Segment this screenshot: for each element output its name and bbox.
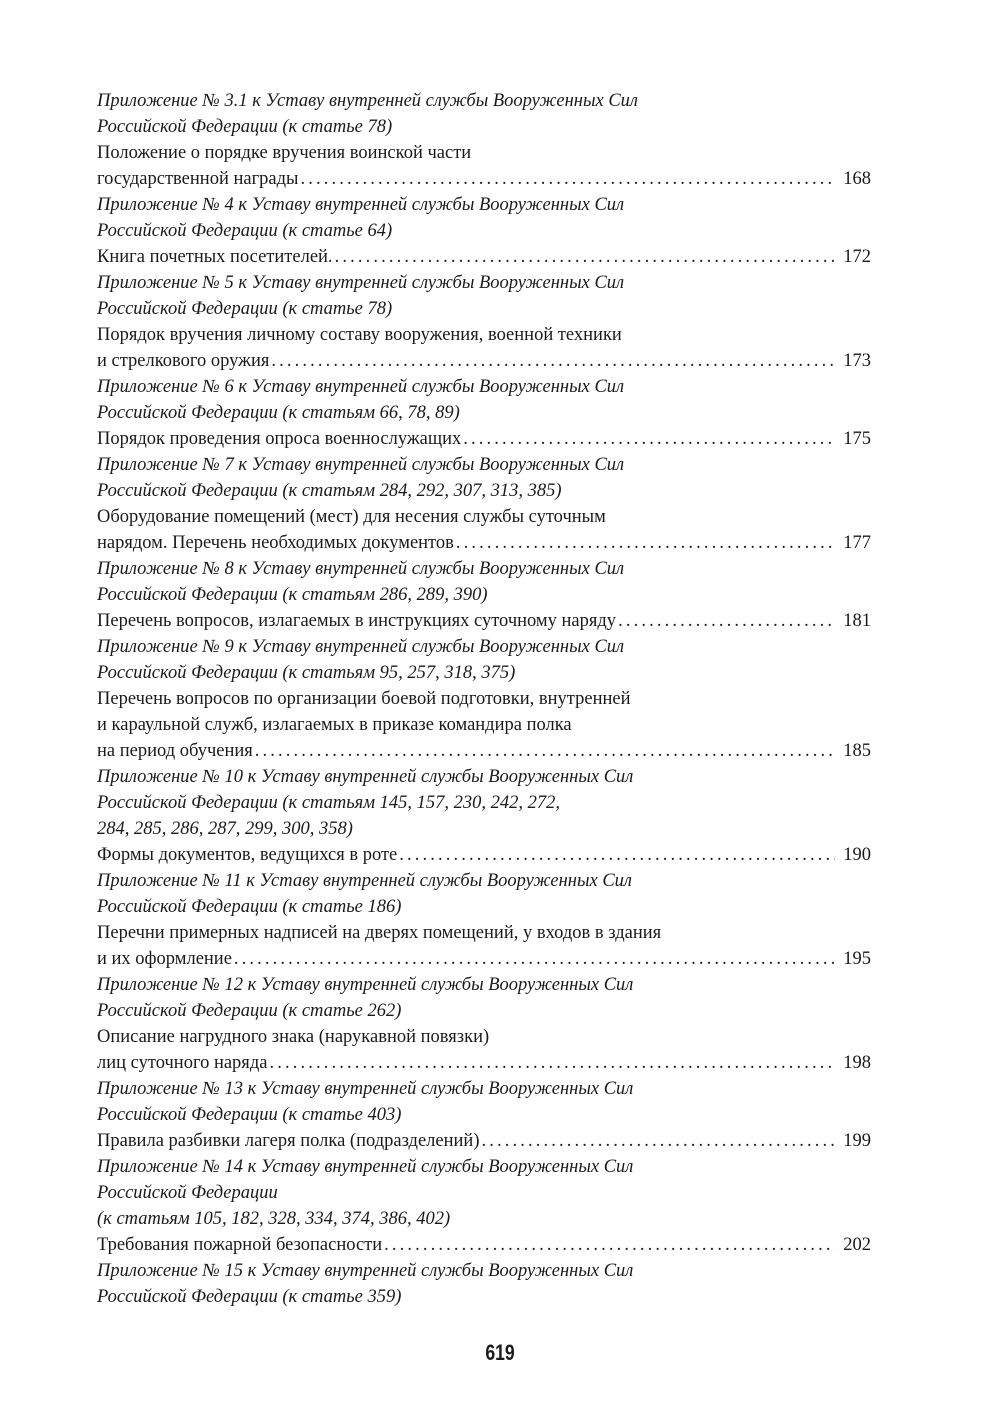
appendix-heading-line: Приложение № 6 к Уставу внутренней службы Вооруженных Сил — [97, 377, 625, 397]
toc-page-number: 175 — [843, 429, 871, 449]
dot-leader — [269, 1050, 835, 1076]
toc-title-text: на период обучения — [97, 741, 253, 761]
toc-title-line: Перечень вопросов по организации боевой подготовки, внутренней — [97, 689, 631, 709]
toc-entry — [97, 1258, 871, 1310]
appendix-heading-line: Приложение № 5 к Уставу внутренней службы Вооруженных Сил — [97, 273, 625, 293]
appendix-heading-line: Российской Федерации (к статьям 286, 289, 390) — [97, 585, 488, 605]
appendix-heading-line: Приложение № 8 к Уставу внутренней службы Вооруженных Сил — [97, 559, 625, 579]
toc-title-last-line — [97, 1232, 871, 1258]
appendix-heading-line: Приложение № 9 к Уставу внутренней службы Вооруженных Сил — [97, 637, 625, 657]
toc-entry — [97, 556, 871, 634]
appendix-heading-line: Российской Федерации (к статье 403) — [97, 1105, 402, 1125]
toc-title-text: Правила разбивки лагеря полка (подразделений) — [97, 1131, 480, 1151]
appendix-heading-line: Приложение № 14 к Уставу внутренней службы Вооруженных Сил — [97, 1157, 634, 1177]
toc-title-line: Порядок вручения личному составу вооружения, военной техники — [97, 325, 622, 345]
toc-title-text: и их оформление — [97, 949, 232, 969]
toc-entry — [97, 270, 871, 374]
appendix-heading-line: Российской Федерации — [97, 1183, 278, 1203]
appendix-heading-line: (к статьям 105, 182, 328, 334, 374, 386, 402) — [97, 1209, 451, 1229]
appendix-heading-line: Российской Федерации (к статье 64) — [97, 221, 393, 241]
page-number: 619 — [485, 1340, 515, 1365]
toc-title-line: Положение о порядке вручения воинской части — [97, 143, 472, 163]
appendix-heading-line: Российской Федерации (к статьям 95, 257, 318, 375) — [97, 663, 516, 683]
toc-title-text: лиц суточного наряда — [97, 1053, 268, 1073]
appendix-heading-line: Приложение № 4 к Уставу внутренней службы Вооруженных Сил — [97, 195, 625, 215]
toc-page-number: 181 — [843, 611, 871, 631]
appendix-heading-line: Приложение № 15 к Уставу внутренней службы Вооруженных Сил — [97, 1261, 634, 1281]
appendix-heading-line: Приложение № 13 к Уставу внутренней службы Вооруженных Сил — [97, 1079, 634, 1099]
toc-title-last-line — [97, 842, 871, 868]
toc-entry — [97, 88, 871, 192]
toc-entry — [97, 1076, 871, 1154]
appendix-heading-line: Российской Федерации (к статье 78) — [97, 117, 393, 137]
dot-leader — [463, 426, 835, 452]
dot-leader — [335, 244, 835, 270]
toc-title-line: Описание нагрудного знака (нарукавной повязки) — [97, 1027, 490, 1047]
toc-entry — [97, 192, 871, 270]
toc-page-number: 172 — [843, 247, 871, 267]
toc-title-last-line — [97, 426, 871, 452]
toc-entry — [97, 1154, 871, 1258]
appendix-heading-line: Российской Федерации (к статье 186) — [97, 897, 402, 917]
toc-entry — [97, 764, 871, 868]
dot-leader — [234, 946, 835, 972]
toc-title-last-line — [97, 530, 871, 556]
toc-page-number: 177 — [843, 533, 871, 553]
toc-title-last-line — [97, 348, 871, 374]
toc-title-text: Требования пожарной безопасности — [97, 1235, 383, 1255]
toc-page-number: 173 — [843, 351, 871, 371]
toc-title-last-line — [97, 738, 871, 764]
toc-entry — [97, 374, 871, 452]
toc-title-text: Порядок проведения опроса военнослужащих — [97, 429, 462, 449]
toc-entry — [97, 452, 871, 556]
toc-page-number: 195 — [843, 949, 871, 969]
appendix-heading-line: Приложение № 10 к Уставу внутренней службы Вооруженных Сил — [97, 767, 634, 787]
appendix-heading-line: Российской Федерации (к статье 262) — [97, 1001, 402, 1021]
toc-entry — [97, 972, 871, 1076]
dot-leader — [271, 348, 835, 374]
dot-leader — [481, 1128, 835, 1154]
toc-page-number: 198 — [843, 1053, 871, 1073]
dot-leader — [384, 1232, 835, 1258]
toc-page-number: 199 — [843, 1131, 871, 1151]
dot-leader — [456, 530, 835, 556]
appendix-heading-line: Российской Федерации (к статьям 145, 157, 230, 242, 272, — [97, 793, 561, 813]
toc-title-line: Перечни примерных надписей на дверях помещений, у входов в здания — [97, 923, 662, 943]
toc-title-text: Перечень вопросов, излагаемых в инструкциях суточному наряду — [97, 611, 617, 631]
toc-title-line: и караульной служб, излагаемых в приказе командира полка — [97, 715, 572, 735]
appendix-heading-line: Приложение № 12 к Уставу внутренней службы Вооруженных Сил — [97, 975, 634, 995]
dot-leader — [300, 166, 835, 192]
dot-leader — [255, 738, 835, 764]
toc-page-number: 168 — [843, 169, 871, 189]
appendix-heading-line: Российской Федерации (к статьям 284, 292, 307, 313, 385) — [97, 481, 562, 501]
appendix-heading-line: Приложение № 3.1 к Уставу внутренней службы Вооруженных Сил — [97, 91, 638, 111]
toc-title-text: Книга почетных посетителей. — [97, 247, 333, 267]
toc-title-text: и стрелкового оружия — [97, 351, 270, 371]
appendix-heading-line: 284, 285, 286, 287, 299, 300, 358) — [97, 819, 353, 839]
toc-title-last-line — [97, 244, 871, 270]
toc-title-last-line — [97, 608, 871, 634]
appendix-heading-line: Приложение № 11 к Уставу внутренней службы Вооруженных Сил — [97, 871, 632, 891]
appendix-heading-line: Приложение № 7 к Уставу внутренней службы Вооруженных Сил — [97, 455, 625, 475]
appendix-heading-line: Российской Федерации (к статье 359) — [97, 1287, 402, 1307]
toc-title-text: Формы документов, ведущихся в роте — [97, 845, 398, 865]
appendix-heading-line: Российской Федерации (к статье 78) — [97, 299, 393, 319]
toc-title-last-line — [97, 1050, 871, 1076]
toc-page-number: 185 — [843, 741, 871, 761]
toc-title-last-line — [97, 946, 871, 972]
table-of-contents — [97, 88, 871, 1310]
toc-entry — [97, 868, 871, 972]
toc-title-line: Оборудование помещений (мест) для несения службы суточным — [97, 507, 606, 527]
toc-title-text: нарядом. Перечень необходимых документов — [97, 533, 454, 553]
dot-leader — [618, 608, 835, 634]
toc-title-last-line — [97, 166, 871, 192]
dot-leader — [399, 842, 835, 868]
toc-page-number: 202 — [843, 1235, 871, 1255]
toc-title-last-line — [97, 1128, 871, 1154]
appendix-heading-line: Российской Федерации (к статьям 66, 78, 89) — [97, 403, 460, 423]
toc-entry — [97, 634, 871, 764]
toc-page-number: 190 — [843, 845, 871, 865]
toc-title-text: государственной награды — [97, 169, 299, 189]
